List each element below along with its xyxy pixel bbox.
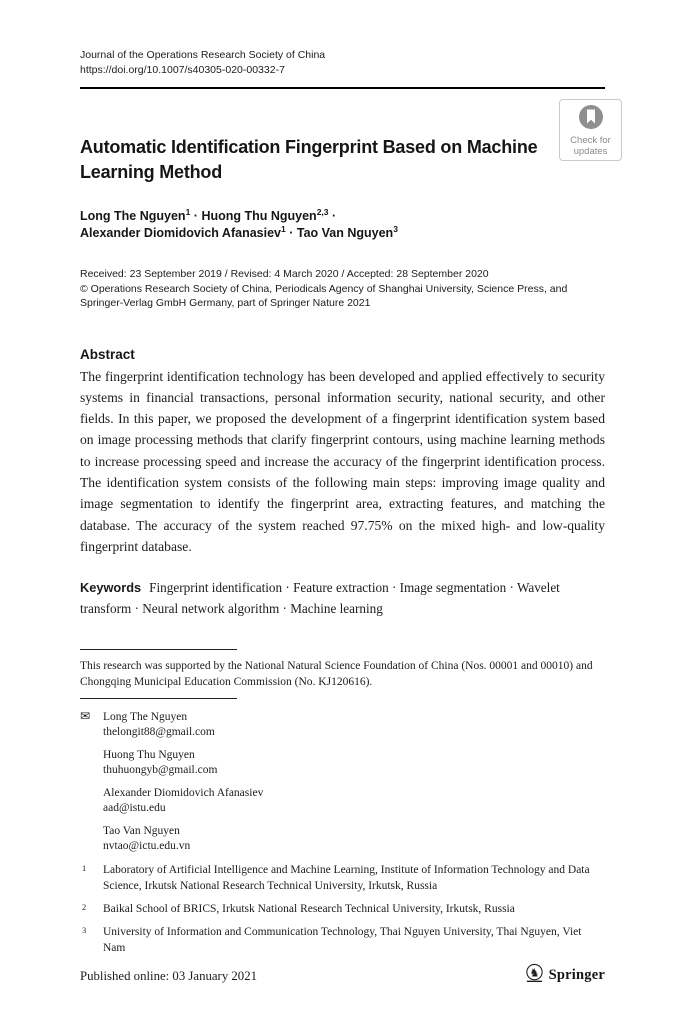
contact-name: Tao Van Nguyen — [103, 825, 180, 838]
contact-name: Long The Nguyen — [103, 711, 188, 724]
correspondence-block — [80, 710, 605, 853]
author-4 — [296, 223, 398, 240]
affiliation-number: 3 — [82, 925, 87, 936]
author-separator: · — [332, 209, 337, 223]
header-rule — [80, 87, 605, 89]
contact-email[interactable]: thuhuongyb@gmail.com — [103, 763, 218, 776]
keywords-label: Keywords — [80, 580, 142, 596]
contact-name: Huong Thu Nguyen — [103, 749, 195, 762]
author-2 — [201, 206, 329, 223]
author-4-name: Tao Van Nguyen — [296, 226, 394, 240]
author-4-affmark: 3 — [393, 223, 398, 234]
affiliation-3 — [80, 924, 605, 956]
affiliation-text: Baikal School of BRICS, Irkutsk National Research Technical University, Irkutsk, Russia — [103, 903, 515, 916]
funding-note: This research was supported by the National Natural Science Foundation of China (Nos. 00001 and 00010) and Chongqing Municipal Education Commission (No. KJ120616). — [80, 660, 593, 689]
doi-link[interactable]: https://doi.org/10.1007/s40305-020-00332-7 — [80, 64, 285, 76]
contact-corresponding — [80, 710, 605, 739]
author-2-name: Huong Thu Nguyen — [201, 209, 317, 223]
contact — [80, 786, 605, 815]
publisher-name: Springer — [548, 967, 605, 983]
keywords-block — [80, 577, 600, 619]
running-head — [80, 0, 605, 78]
author-separator: · — [193, 209, 198, 223]
check-for-updates-label — [562, 135, 619, 157]
affiliation-1 — [80, 862, 605, 894]
affiliation-2 — [80, 901, 605, 917]
affiliations-block — [80, 862, 605, 956]
received-revised-accepted: Received: 23 September 2019 / Revised: 4 March 2020 / Accepted: 28 September 2020 — [80, 268, 489, 280]
affiliation-number: 2 — [82, 902, 87, 913]
affiliation-text: Laboratory of Artificial Intelligence and Machine Learning, Institute of Information Technology and Data Science, Irkutsk National Research Technical University, Irkutsk, Russia — [103, 864, 590, 893]
author-list — [80, 208, 605, 242]
author-line-1 — [80, 208, 605, 225]
contact — [80, 824, 605, 853]
springer-horse-icon — [524, 963, 545, 984]
keywords-text: Fingerprint identification · Feature extraction · Image segmentation · Wavelet transform · Neural network algorithm · Machine learning — [80, 580, 560, 617]
check-for-updates-icon — [578, 104, 604, 130]
published-online: Published online: 03 January 2021 — [80, 969, 258, 983]
publisher-logo — [524, 963, 605, 984]
author-separator: · — [289, 226, 294, 240]
affiliation-number: 1 — [82, 863, 87, 874]
contact — [80, 748, 605, 777]
author-1-affmark: 1 — [185, 206, 191, 217]
article-history — [80, 267, 605, 311]
author-3 — [80, 223, 286, 240]
page-footer — [80, 963, 605, 984]
correspondence-rule — [80, 698, 237, 699]
author-2-affmark: 2,3 — [316, 206, 329, 217]
journal-name: Journal of the Operations Research Society of China — [80, 49, 326, 61]
badge-line2: updates — [573, 146, 608, 157]
author-1 — [80, 206, 191, 223]
abstract-text: The fingerprint identification technology has been developed and applied effectively to security systems in financial transactions, personal information security, national security, and other fields. In this paper, we proposed the development of a fingerprint identification system based on image processing methods that clarify fingerprint contours, using machine learning methods to increase processing speed and increase the accuracy of the fingerprint identification process. The identification system consists of the following main steps: improving image quality and image segmentation to identify the fingerprint area, extracting features, and matching the database. The accuracy of the system reached 97.75% on the mixed high- and low-quality fingerprint database. — [80, 368, 605, 554]
svg-text:♞: ♞ — [528, 965, 540, 980]
author-1-name: Long The Nguyen — [80, 209, 186, 223]
author-3-name: Alexander Diomidovich Afanasiev — [80, 226, 281, 240]
footnote-rule — [80, 649, 237, 650]
contact-name: Alexander Diomidovich Afanasiev — [103, 787, 264, 800]
contact-email[interactable]: aad@istu.edu — [103, 801, 166, 814]
page-title: Automatic Identification Fingerprint Based on Machine Learning Method — [80, 137, 538, 182]
author-line-2 — [80, 225, 605, 242]
envelope-icon: ✉ — [80, 709, 91, 724]
author-3-affmark: 1 — [281, 223, 286, 234]
affiliation-text: University of Information and Communication Technology, Thai Nguyen University, Thai Nguyen, Viet Nam — [103, 926, 582, 955]
abstract-heading: Abstract — [80, 346, 135, 362]
contact-email[interactable]: nvtao@ictu.edu.vn — [103, 839, 191, 852]
check-for-updates-badge[interactable] — [559, 99, 622, 161]
copyright-line: © Operations Research Society of China, Periodicals Agency of Shanghai University, Science Press, and Springer-Verlag GmbH Germany, part of Springer Nature 2021 — [80, 282, 568, 309]
contact-email[interactable]: thelongit88@gmail.com — [103, 725, 215, 738]
badge-line1: Check for — [570, 135, 611, 146]
